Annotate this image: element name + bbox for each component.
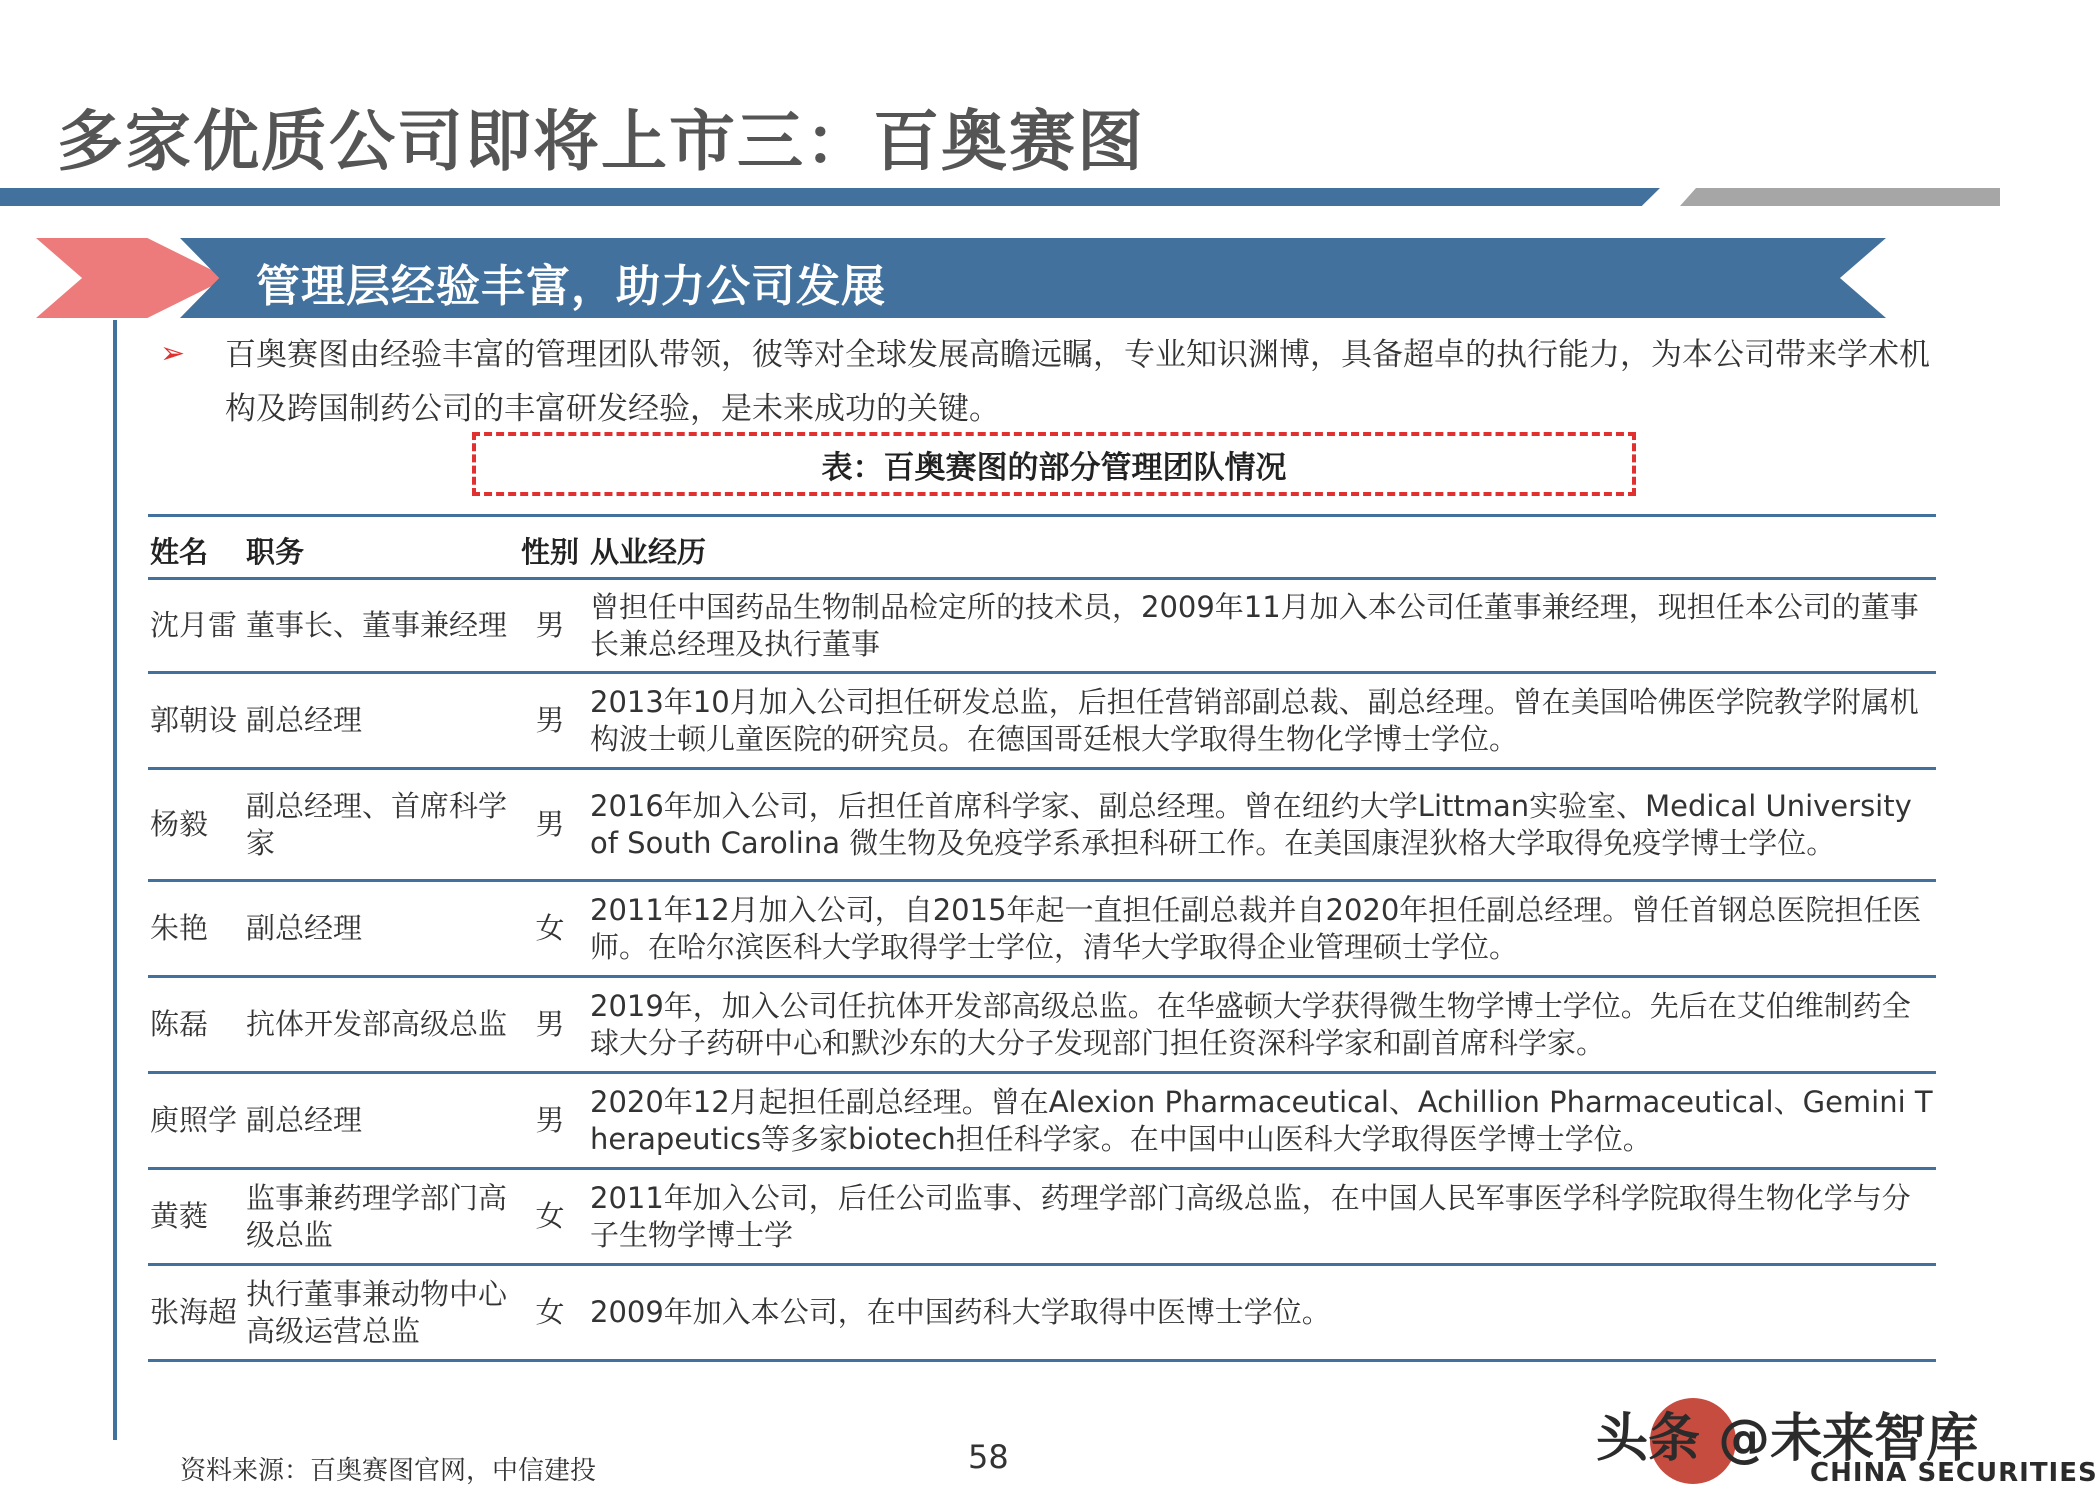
table-row — [148, 769, 1936, 881]
cell-gender: 女 — [535, 1295, 565, 1329]
management-table — [148, 514, 1936, 1362]
cell-role: 副总经理 — [246, 911, 363, 945]
cell-experience: 2013年10月加入公司担任研发总监，后担任营销部副总裁、副总经理。曾在美国哈佛医学院教学附属机构波士顿儿童医院的研究员。在德国哥廷根大学取得生物化学博士学位。 — [590, 684, 1919, 756]
cell-name: 朱艳 — [150, 911, 209, 945]
cell-role: 副总经理 — [246, 703, 363, 737]
page-title: 多家优质公司即将上市三：百奥赛图 — [57, 103, 1145, 180]
cell-role: 抗体开发部高级总监 — [246, 1007, 508, 1041]
cell-experience: 2009年加入本公司，在中国药科大学取得中医博士学位。 — [590, 1295, 1331, 1329]
watermark-logo — [1590, 1390, 2098, 1495]
cell-name: 郭朝设 — [150, 703, 238, 737]
cell-experience: 2011年12月加入公司，自2015年起一直担任副总裁并自2020年担任副总经理。曾任首钢总医院担任医师。在哈尔滨医科大学取得学士学位，清华大学取得企业管理硕士学位。 — [590, 892, 1922, 964]
table-row — [148, 881, 1936, 977]
cell-name: 黄蕤 — [150, 1199, 209, 1233]
cell-experience: 曾担任中国药品生物制品检定所的技术员，2009年11月加入本公司任董事兼经理，现担任本公司的董事长兼总经理及执行董事 — [590, 589, 1919, 661]
cell-name: 杨毅 — [150, 807, 209, 841]
table-caption-text: 表：百奥赛图的部分管理团队情况 — [821, 449, 1287, 486]
header-name: 姓名 — [150, 534, 209, 569]
cell-role: 执行董事兼动物中心高级运营总监 — [246, 1276, 508, 1348]
header-experience: 从业经历 — [590, 534, 707, 569]
header-role: 职务 — [246, 534, 305, 569]
source-note: 资料来源：百奥赛图官网，中信建投 — [180, 1456, 597, 1486]
cell-experience: 2016年加入公司，后担任首席科学家、副总经理。曾在纽约大学Littman实验室、Medical University of South Carolina 微生物及免疫学系承担科研工作。在美国康涅狄格大学取得免疫学博士学位。 — [590, 788, 1912, 860]
cell-gender: 女 — [535, 1199, 565, 1233]
watermark-text: 头条 @未来智库 — [1596, 1409, 1979, 1469]
watermark-subtext: CHINA SECURITIES — [1810, 1458, 2098, 1488]
cell-gender: 女 — [535, 911, 565, 945]
cell-role: 副总经理、首席科学家 — [246, 788, 508, 860]
table-caption — [472, 432, 1636, 496]
intro-paragraph: 百奥赛图由经验丰富的管理团队带领，彼等对全球发展高瞻远瞩，专业知识渊博，具备超卓的执行能力，为本公司带来学术机构及跨国制药公司的丰富研发经验，是未来成功的关键。 — [225, 337, 1930, 427]
cell-experience: 2020年12月起担任副总经理。曾在Alexion Pharmaceutical、Achillion Pharmaceutical、Gemini Therapeutics等多家biotech担任科学家。在中国中山医科大学取得医学博士学位。 — [590, 1084, 1933, 1156]
page-number: 58 — [968, 1438, 1009, 1476]
cell-gender: 男 — [535, 807, 565, 841]
header-gender: 性别 — [520, 534, 579, 569]
cell-name: 张海超 — [150, 1295, 238, 1329]
bullet-arrow-icon: ➢ — [160, 336, 186, 371]
cell-gender: 男 — [535, 1103, 565, 1137]
cell-name: 沈月雷 — [150, 608, 238, 642]
table-row — [148, 1073, 1936, 1169]
cell-name: 庾照学 — [150, 1103, 238, 1137]
table-header-row — [148, 516, 1936, 579]
cell-role: 董事长、董事兼经理 — [246, 608, 508, 642]
section-banner-title: 管理层经验丰富，助力公司发展 — [256, 261, 886, 312]
cell-experience: 2019年，加入公司任抗体开发部高级总监。在华盛顿大学获得微生物学博士学位。先后在艾伯维制药全球大分子药研中心和默沙东的大分子发现部门担任资深科学家和副首席科学家。 — [590, 988, 1911, 1060]
cell-experience: 2011年加入公司，后任公司监事、药理学部门高级总监，在中国人民军事医学科学院取得生物化学与分子生物学博士学 — [590, 1180, 1911, 1252]
title-underline-bar — [0, 188, 1660, 206]
cell-name: 陈磊 — [150, 1007, 209, 1041]
cell-gender: 男 — [535, 608, 565, 642]
title-underline-accent — [1680, 188, 2000, 206]
cell-role: 副总经理 — [246, 1103, 363, 1137]
cell-role: 监事兼药理学部门高级总监 — [246, 1180, 508, 1252]
cell-gender: 男 — [535, 703, 565, 737]
table-row — [148, 977, 1936, 1073]
left-margin-rule — [113, 320, 117, 1440]
table-row — [148, 673, 1936, 769]
table-row — [148, 579, 1936, 673]
table-row — [148, 1265, 1936, 1361]
cell-gender: 男 — [535, 1007, 565, 1041]
table-row — [148, 1169, 1936, 1265]
